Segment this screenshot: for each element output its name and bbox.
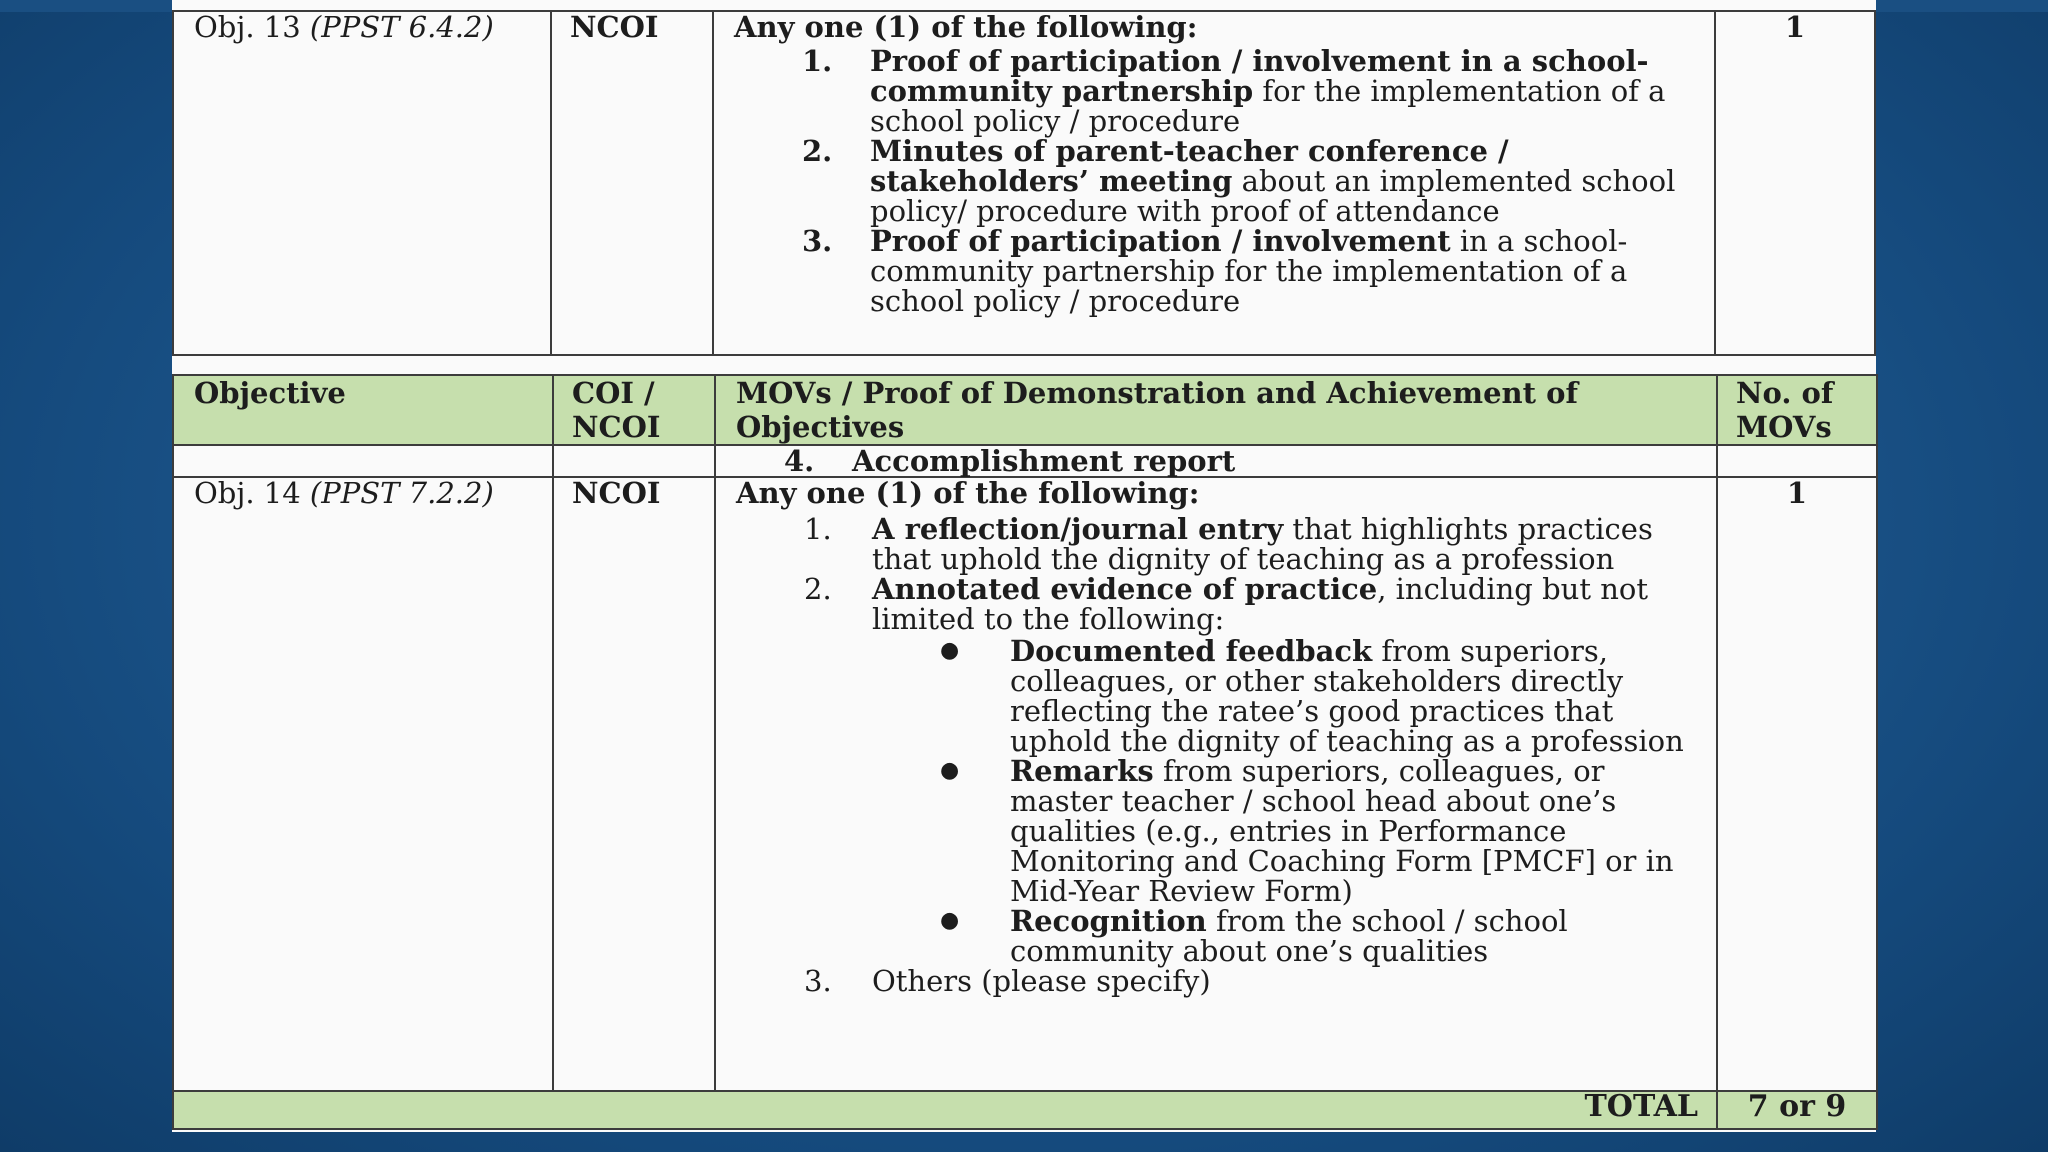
total-row (173, 1091, 1877, 1129)
bullet-bold-text: Remarks (1010, 754, 1154, 788)
list-number: 3. (802, 224, 833, 258)
bullet-bold-text: Recognition (1010, 904, 1207, 938)
total-value: 7 or 9 (1717, 1091, 1877, 1129)
movs-cell (713, 11, 1715, 355)
objective-number: Obj. 14 (194, 476, 310, 510)
list-number: 2. (804, 572, 832, 606)
bullet-list (872, 636, 1716, 966)
empty-cell (1717, 445, 1877, 477)
header-type: COI / NCOI (553, 375, 715, 445)
list-text: that highlights practices that uphold the dignity of teaching as a profession (872, 512, 1653, 576)
list-text: about an implemented school policy/ procedure with proof of attendance (870, 164, 1676, 228)
bullet-text: from the school / school community about one’s qualities (1010, 904, 1568, 968)
list-bold-text: Annotated evidence of practice (872, 572, 1378, 606)
count-value: 1 (1784, 10, 1806, 44)
list-item (716, 446, 1716, 476)
bullet-item (872, 756, 1716, 906)
list-bold-text: Accomplishment report (852, 444, 1236, 478)
objective-cell (173, 11, 551, 355)
table-header-row (173, 375, 1877, 445)
continuation-row (173, 445, 1877, 477)
list-item (736, 574, 1716, 966)
continuation-cell (715, 445, 1717, 477)
objective-number: Obj. 13 (194, 10, 310, 44)
count-cell (1715, 11, 1875, 355)
bullet-item (872, 906, 1716, 966)
movs-list (736, 514, 1716, 996)
bullet-text: from superiors, colleagues, or master teacher / school head about one’s qualities (e.g., entries in Performance Monitoring and Coaching Form [PMCF] or in Mid-Year Review Form) (1010, 754, 1674, 908)
movs-lead: Any one (1) of the following: (736, 476, 1200, 510)
obj14-row (173, 477, 1877, 1091)
type-cell (551, 11, 713, 355)
list-bold-text: A reflection/journal entry (872, 512, 1284, 546)
list-item (736, 514, 1716, 574)
bullet-icon: ● (940, 908, 960, 933)
empty-cell (173, 445, 553, 477)
objective-reference: (PPST 7.2.2) (309, 476, 494, 510)
bullet-icon: ● (940, 758, 960, 783)
type-label: NCOI (572, 476, 661, 510)
list-item (734, 46, 1714, 136)
movs-lead: Any one (1) of the following: (734, 10, 1198, 44)
list-bold-text: Minutes of parent-teacher conference / stakeholders’ meeting (870, 134, 1509, 198)
list-number: 2. (802, 134, 833, 168)
table-obj14 (172, 374, 1878, 1130)
empty-cell (553, 445, 715, 477)
list-bold-text: Proof of participation / involvement (870, 224, 1451, 258)
objective-reference: (PPST 6.4.2) (309, 10, 494, 44)
movs-list (734, 46, 1714, 316)
bullet-text: from superiors, colleagues, or other stakeholders directly reflecting the ratee’s good practices that uphold the dignity of teaching as a profession (1010, 634, 1684, 758)
type-label: NCOI (570, 10, 659, 44)
bullet-icon: ● (940, 638, 960, 663)
list-bold-text: Proof of participation / involvement in a school-community partnership (870, 44, 1649, 108)
list-number: 1. (804, 512, 832, 546)
list-item (734, 136, 1714, 226)
objective-cell (173, 477, 553, 1091)
list-item (734, 226, 1714, 316)
movs-cell (715, 477, 1717, 1091)
list-text: Others (please specify) (872, 964, 1211, 998)
type-cell (553, 477, 715, 1091)
list-item (736, 966, 1716, 996)
header-movs: MOVs / Proof of Demonstration and Achievement of Objectives (715, 375, 1717, 445)
list-number: 4. (784, 444, 815, 478)
list-text: for the implementation of a school policy / procedure (870, 74, 1666, 138)
table-obj13 (172, 10, 1876, 356)
bullet-bold-text: Documented feedback (1010, 634, 1373, 668)
list-text: , including but not limited to the following: (872, 572, 1648, 636)
list-number: 3. (804, 964, 832, 998)
header-objective: Objective (173, 375, 553, 445)
total-label: TOTAL (173, 1091, 1717, 1129)
bullet-item (872, 636, 1716, 756)
count-cell (1717, 477, 1877, 1091)
list-number: 1. (802, 44, 833, 78)
header-count: No. of MOVs (1717, 375, 1877, 445)
list-text: in a school- community partnership for the implementation of a school policy / procedure (870, 224, 1628, 318)
count-value: 1 (1786, 476, 1808, 510)
